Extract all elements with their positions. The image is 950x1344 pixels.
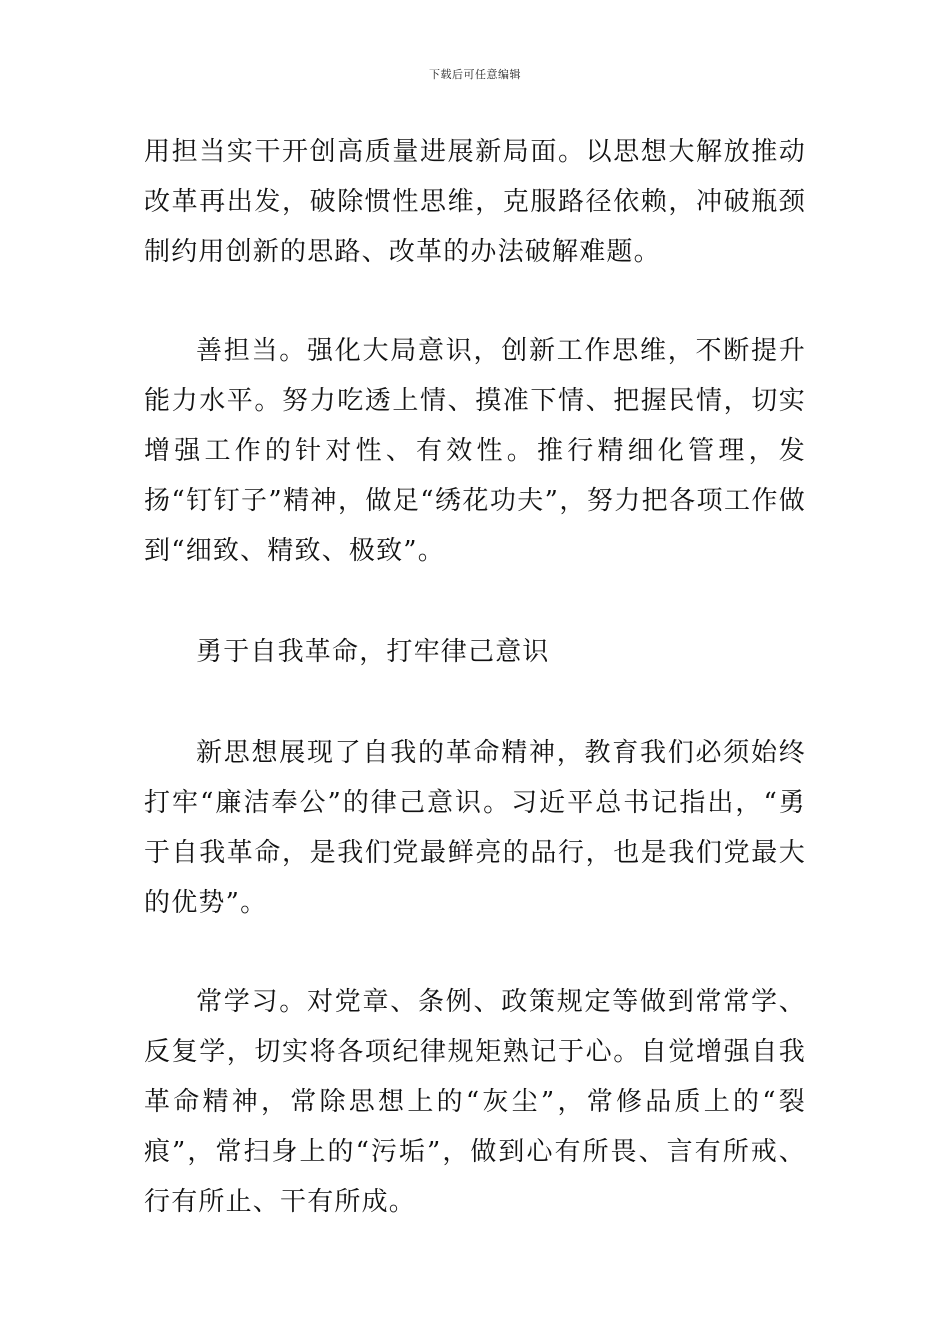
page-header-note: 下载后可任意编辑 (429, 68, 521, 81)
section-heading: 勇于自我革命，打牢律己意识 (196, 637, 550, 667)
paragraph-chang-xuexi: 常学习。对党章、条例、政策规定等做到常常学、反复学，切实将各项纪律规矩熟记于心。自觉增强自我革命精神，常除思想上的“灰尘”，常修品质上的“裂痕”，常扫身上的“污垢”，做到心有所畏、言有所戒、行有所止、干有所成。 (144, 987, 806, 1217)
paragraph-self-revolution: 新思想展现了自我的革命精神，教育我们必须始终打牢“廉洁奉公”的律己意识。习近平总书记指出，“勇于自我革命，是我们党最鲜亮的品行，也是我们党最大的优势”。 (144, 738, 806, 918)
paragraph-shan-dandang: 善担当。强化大局意识，创新工作思维，不断提升能力水平。努力吃透上情、摸准下情、把握民情，切实增强工作的针对性、有效性。推行精细化管理，发扬“钉钉子”精神，做足“绣花功夫”，努力把各项工作做到“细致、精致、极致”。 (144, 336, 806, 566)
paragraph-continuation: 用担当实干开创高质量进展新局面。以思想大解放推动改革再出发，破除惯性思维，克服路径依赖，冲破瓶颈制约用创新的思路、改革的办法破解难题。 (144, 137, 806, 267)
document-body (144, 127, 806, 1227)
